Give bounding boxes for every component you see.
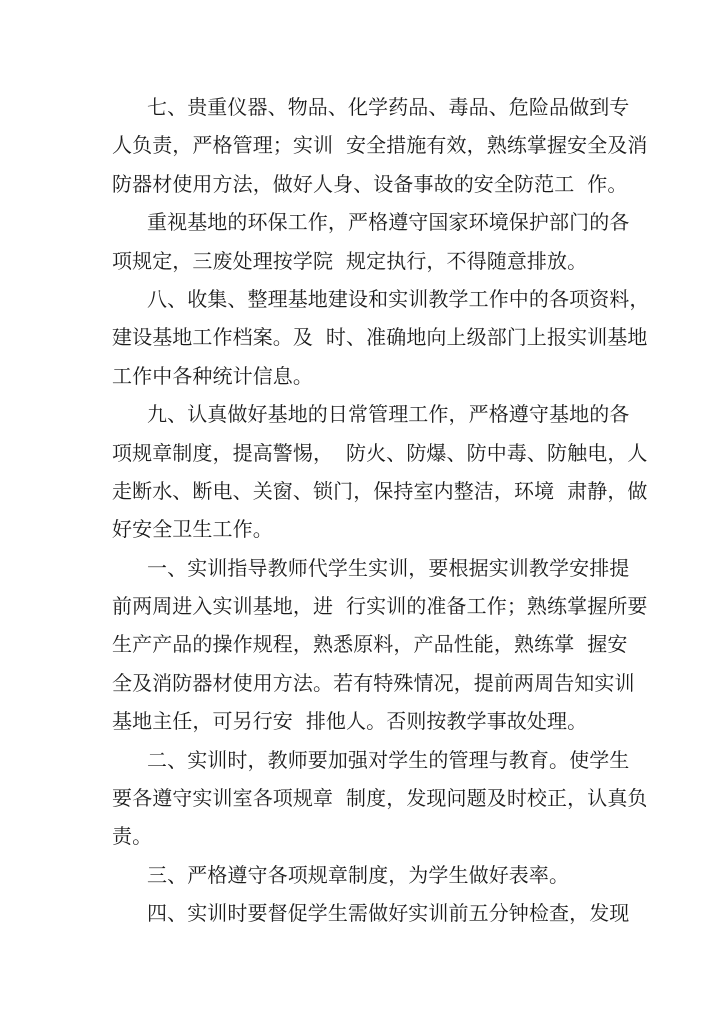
text-line: 一、实训指导教师代学生实训，要根据实训教学安排提: [147, 555, 630, 580]
text-line: 要各遵守实训室各项规章 制度，发现问题及时校正，认真负: [112, 786, 648, 811]
text-line: 生产产品的操作规程，熟悉原料，产品性能，熟练掌 握安: [112, 632, 628, 657]
text-line: 七、贵重仪器、物品、化学药品、毒品、危险品做到专: [147, 95, 630, 119]
text-line: 全及消防器材使用方法。若有特殊情况，提前两周告知实训: [112, 670, 635, 695]
text-line: 前两周进入实训基地，进 行实训的准备工作；熟练掌握所要: [112, 594, 648, 619]
text-line: 走断水、断电、关窗、锁门，保持室内整洁，环境 肃静，做: [112, 478, 648, 503]
document-body: [112, 88, 650, 933]
text-line: 八、收集、整理基地建设和实训教学工作中的各项资料，: [147, 286, 650, 311]
text-line: 人负责，严格管理；实训 安全措施有效，熟练掌握安全及消: [112, 133, 648, 158]
text-line: 防器材使用方法，做好人身、设备事故的安全防范工 作。: [112, 171, 628, 196]
text-line: 工作中各种统计信息。: [112, 363, 313, 388]
text-line: 基地主任，可另行安 排他人。否则按教学事故处理。: [112, 709, 588, 734]
text-line: 项规定，三废处理按学院 规定执行，不得随意排放。: [112, 248, 588, 273]
text-line: 九、认真做好基地的日常管理工作，严格遵守基地的各: [147, 402, 630, 427]
text-line: 好安全卫生工作。: [112, 517, 273, 542]
text-line: 项规章制度，提高警惕， 防火、防爆、防中毒、防触电，人: [112, 440, 648, 465]
text-line: 责。: [112, 824, 153, 849]
text-line: 三、严格遵守各项规章制度，为学生做好表率。: [147, 862, 570, 887]
text-line: 四、实训时要督促学生需做好实训前五分钟检查，发现: [147, 901, 630, 926]
text-line: 重视基地的环保工作，严格遵守国家环境保护部门的各: [147, 210, 630, 235]
text-line: 二、实训时，教师要加强对学生的管理与教育。使学生: [147, 747, 630, 772]
text-line: 建设基地工作档案。及 时、准确地向上级部门上报实训基地: [112, 325, 648, 350]
